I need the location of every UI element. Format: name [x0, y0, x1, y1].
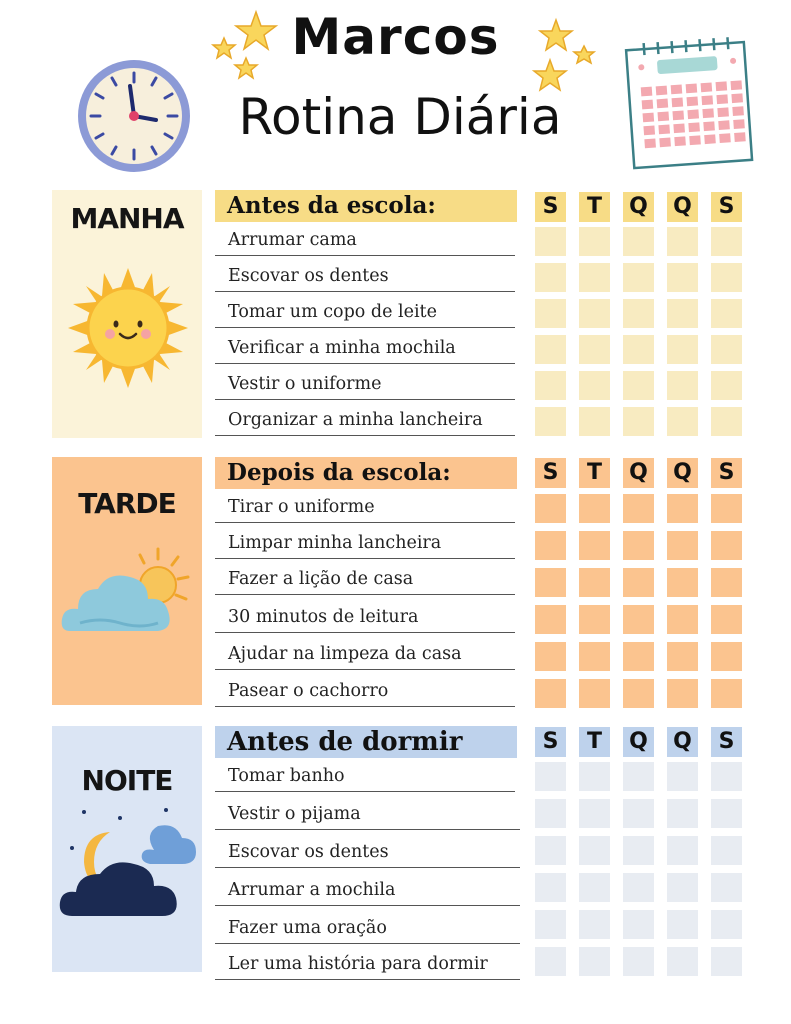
check-cell[interactable] [579, 873, 610, 902]
check-cell[interactable] [623, 762, 654, 791]
check-cell[interactable] [667, 494, 698, 523]
task-row [215, 830, 520, 868]
afternoon-panel [52, 457, 202, 705]
check-cell[interactable] [667, 910, 698, 939]
check-cell[interactable] [623, 836, 654, 865]
check-cell[interactable] [579, 371, 610, 400]
check-cell[interactable] [535, 299, 566, 328]
task-label: 30 minutos de leitura [228, 607, 419, 627]
check-cell[interactable] [623, 605, 654, 634]
task-row [215, 256, 515, 292]
moon-cloud-icon [58, 804, 198, 924]
task-row [215, 364, 515, 400]
check-cell[interactable] [579, 407, 610, 436]
check-cell[interactable] [623, 531, 654, 560]
check-cell[interactable] [579, 263, 610, 292]
task-row [215, 868, 520, 906]
check-cell[interactable] [711, 568, 742, 597]
check-cell[interactable] [535, 494, 566, 523]
task-row [215, 596, 515, 633]
check-cell[interactable] [667, 531, 698, 560]
check-cell[interactable] [623, 371, 654, 400]
task-label: Tomar um copo de leite [228, 302, 437, 322]
check-cell[interactable] [623, 263, 654, 292]
check-cell[interactable] [535, 531, 566, 560]
check-cell[interactable] [623, 873, 654, 902]
task-row [215, 523, 515, 559]
task-label: Escovar os dentes [228, 266, 389, 286]
page-title-name: Marcos [291, 8, 500, 66]
check-cell[interactable] [579, 679, 610, 708]
day-header-fri: S [711, 458, 742, 488]
check-cell[interactable] [579, 531, 610, 560]
check-cell[interactable] [711, 799, 742, 828]
check-cell[interactable] [711, 679, 742, 708]
day-header-thu: Q [667, 192, 698, 222]
check-cell[interactable] [711, 873, 742, 902]
check-cell[interactable] [623, 568, 654, 597]
check-cell[interactable] [711, 263, 742, 292]
task-label: Vestir o uniforme [228, 374, 382, 394]
check-cell[interactable] [623, 910, 654, 939]
check-cell[interactable] [535, 679, 566, 708]
task-row [215, 487, 515, 523]
check-cell[interactable] [667, 836, 698, 865]
task-label: Fazer a lição de casa [228, 569, 414, 589]
check-cell[interactable] [667, 371, 698, 400]
check-cell[interactable] [579, 227, 610, 256]
day-header-fri: S [711, 192, 742, 222]
page-title-subtitle: Rotina Diária [238, 88, 562, 146]
day-header-tue: T [579, 192, 610, 222]
check-cell[interactable] [667, 947, 698, 976]
task-label: Ler uma história para dormir [228, 954, 488, 974]
check-cell[interactable] [623, 227, 654, 256]
star-icon [210, 8, 290, 88]
check-cell[interactable] [667, 335, 698, 364]
check-cell[interactable] [535, 873, 566, 902]
clock-icon [74, 56, 194, 176]
task-row [215, 633, 515, 670]
check-cell[interactable] [711, 531, 742, 560]
check-cell[interactable] [667, 679, 698, 708]
check-cell[interactable] [711, 836, 742, 865]
day-header-mon: S [535, 192, 566, 222]
cloud-sun-icon [60, 543, 195, 643]
morning-section-header: Antes da escola: [215, 190, 517, 222]
check-cell[interactable] [535, 947, 566, 976]
check-cell[interactable] [623, 407, 654, 436]
check-cell[interactable] [667, 568, 698, 597]
task-row [215, 400, 515, 436]
check-cell[interactable] [579, 799, 610, 828]
task-label: Ajudar na limpeza da casa [228, 644, 462, 664]
check-cell[interactable] [579, 642, 610, 671]
morning-panel [52, 190, 202, 438]
day-header-tue: T [579, 458, 610, 488]
task-label: Organizar a minha lancheira [228, 410, 483, 430]
star-icon [528, 16, 598, 96]
check-cell[interactable] [535, 910, 566, 939]
task-label: Verificar a minha mochila [228, 338, 456, 358]
check-cell[interactable] [579, 910, 610, 939]
check-cell[interactable] [623, 299, 654, 328]
check-cell[interactable] [667, 299, 698, 328]
check-cell[interactable] [535, 371, 566, 400]
night-panel [52, 726, 202, 972]
check-cell[interactable] [711, 605, 742, 634]
check-cell[interactable] [579, 299, 610, 328]
check-cell[interactable] [711, 494, 742, 523]
check-cell[interactable] [579, 568, 610, 597]
night-section-header: Antes de dormir [215, 726, 517, 758]
check-cell[interactable] [667, 605, 698, 634]
task-row [215, 559, 515, 595]
day-header-wed: Q [623, 192, 654, 222]
check-cell[interactable] [535, 799, 566, 828]
night-label: NOITE [81, 764, 173, 797]
check-cell[interactable] [535, 263, 566, 292]
check-cell[interactable] [623, 679, 654, 708]
check-cell[interactable] [579, 494, 610, 523]
check-cell[interactable] [579, 836, 610, 865]
check-cell[interactable] [711, 299, 742, 328]
task-row [215, 944, 520, 980]
calendar-icon [620, 34, 760, 174]
task-row [215, 756, 515, 792]
task-label: Fazer uma oração [228, 918, 387, 938]
task-row [215, 906, 520, 944]
check-cell[interactable] [623, 642, 654, 671]
check-cell[interactable] [535, 762, 566, 791]
check-cell[interactable] [667, 873, 698, 902]
check-cell[interactable] [711, 371, 742, 400]
task-label: Arrumar a mochila [228, 880, 396, 900]
task-label: Vestir o pijama [228, 804, 361, 824]
task-label: Tirar o uniforme [228, 497, 375, 517]
day-header-thu: Q [667, 727, 698, 757]
check-cell[interactable] [711, 335, 742, 364]
check-cell[interactable] [535, 642, 566, 671]
check-cell[interactable] [711, 227, 742, 256]
check-cell[interactable] [667, 407, 698, 436]
check-cell[interactable] [535, 605, 566, 634]
check-cell[interactable] [711, 642, 742, 671]
check-cell[interactable] [623, 799, 654, 828]
task-row [215, 328, 515, 364]
check-cell[interactable] [623, 947, 654, 976]
task-row [215, 220, 515, 256]
day-header-wed: Q [623, 727, 654, 757]
task-label: Limpar minha lancheira [228, 533, 442, 553]
afternoon-label: TARDE [78, 487, 176, 520]
check-cell[interactable] [535, 227, 566, 256]
check-cell[interactable] [667, 263, 698, 292]
check-cell[interactable] [535, 407, 566, 436]
task-row [215, 793, 520, 830]
task-label: Arrumar cama [228, 230, 357, 250]
task-row [215, 292, 515, 328]
afternoon-section-header: Depois da escola: [215, 457, 517, 489]
check-cell[interactable] [623, 335, 654, 364]
check-cell[interactable] [711, 407, 742, 436]
check-cell[interactable] [623, 494, 654, 523]
task-label: Pasear o cachorro [228, 681, 389, 701]
check-cell[interactable] [667, 642, 698, 671]
day-header-wed: Q [623, 458, 654, 488]
check-cell[interactable] [535, 568, 566, 597]
task-label: Escovar os dentes [228, 842, 389, 862]
check-cell[interactable] [579, 947, 610, 976]
check-cell[interactable] [535, 836, 566, 865]
check-cell[interactable] [579, 335, 610, 364]
check-cell[interactable] [711, 910, 742, 939]
day-header-fri: S [711, 727, 742, 757]
check-cell[interactable] [667, 762, 698, 791]
check-cell[interactable] [711, 947, 742, 976]
task-row [215, 670, 515, 707]
day-header-mon: S [535, 458, 566, 488]
morning-label: MANHA [70, 202, 184, 235]
check-cell[interactable] [535, 335, 566, 364]
task-label: Tomar banho [228, 766, 345, 786]
day-header-thu: Q [667, 458, 698, 488]
check-cell[interactable] [579, 605, 610, 634]
check-cell[interactable] [667, 227, 698, 256]
check-cell[interactable] [711, 762, 742, 791]
day-header-tue: T [579, 727, 610, 757]
sun-icon [68, 268, 188, 388]
day-header-mon: S [535, 727, 566, 757]
check-cell[interactable] [579, 762, 610, 791]
check-cell[interactable] [667, 799, 698, 828]
